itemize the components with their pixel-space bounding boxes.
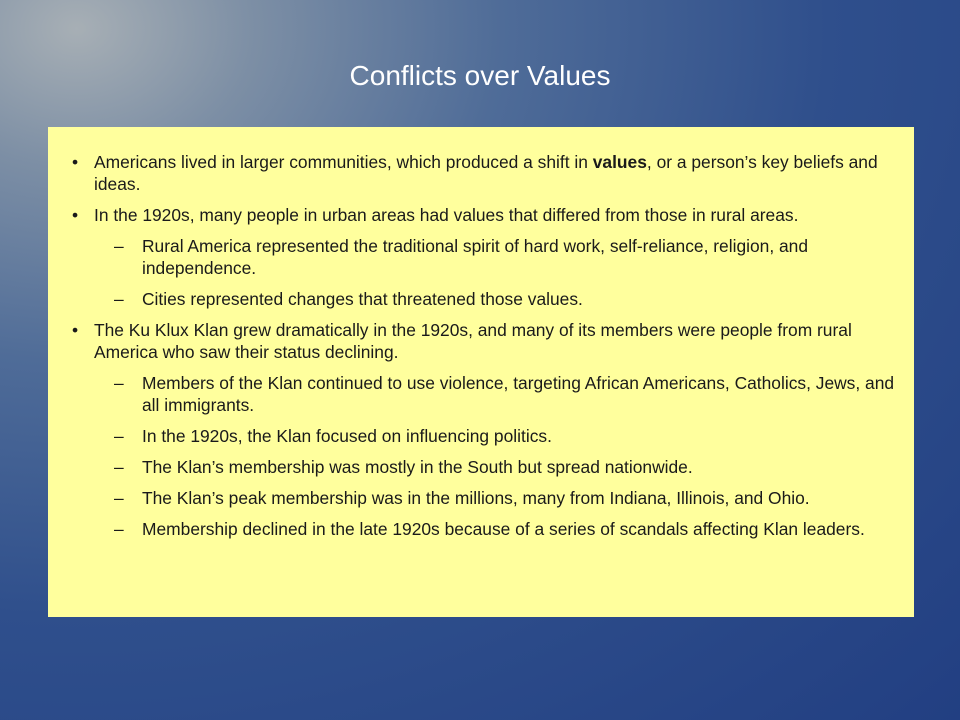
sub-marker: –	[114, 519, 124, 539]
slide-title: Conflicts over Values	[349, 60, 611, 91]
sub-item	[92, 288, 900, 310]
sub-item	[92, 372, 900, 416]
bullet-marker: •	[72, 205, 79, 225]
bullet-text: The Ku Klux Klan grew dramatically in the 1920s, and many of its members were people from rural America who saw their status declining.	[94, 320, 852, 362]
bullet-text-end: , or a person’s key beliefs and ideas.	[94, 152, 878, 194]
sub-item	[92, 425, 900, 447]
bullet-item	[68, 204, 900, 310]
sub-list	[94, 372, 900, 540]
bullet-text-bold: values	[592, 152, 647, 172]
sub-marker: –	[114, 488, 124, 508]
sub-text: The Klan’s peak membership was in the millions, many from Indiana, Illinois, and Ohio.	[142, 488, 810, 508]
sub-marker: –	[114, 457, 124, 477]
bullet-list	[68, 151, 900, 540]
sub-text: Rural America represented the traditional spirit of hard work, self-reliance, religion, and independence.	[142, 236, 808, 278]
sub-text: Members of the Klan continued to use violence, targeting African Americans, Catholics, Jews, and all immigrants.	[142, 373, 895, 415]
sub-marker: –	[114, 289, 124, 309]
bullet-marker: •	[72, 320, 79, 340]
sub-text: Cities represented changes that threatened those values.	[142, 289, 583, 309]
sub-marker: –	[114, 426, 124, 446]
sub-text: In the 1920s, the Klan focused on influencing politics.	[142, 426, 552, 446]
bullet-text: In the 1920s, many people in urban areas had values that differed from those in rural areas.	[94, 205, 799, 225]
bullet-marker: •	[72, 152, 79, 172]
sub-text: The Klan’s membership was mostly in the South but spread nationwide.	[142, 457, 693, 477]
sub-item	[92, 518, 900, 540]
sub-item	[92, 456, 900, 478]
bullet-text-start: Americans lived in larger communities, which produced a shift in	[94, 152, 593, 172]
sub-list	[94, 235, 900, 310]
sub-marker: –	[114, 236, 124, 256]
sub-item	[92, 235, 900, 279]
sub-marker: –	[114, 373, 124, 393]
bullet-item	[68, 151, 900, 195]
sub-text: Membership declined in the late 1920s because of a series of scandals affecting Klan leaders.	[142, 519, 865, 539]
content-box	[48, 127, 914, 617]
sub-item	[92, 487, 900, 509]
bullet-item	[68, 319, 900, 540]
